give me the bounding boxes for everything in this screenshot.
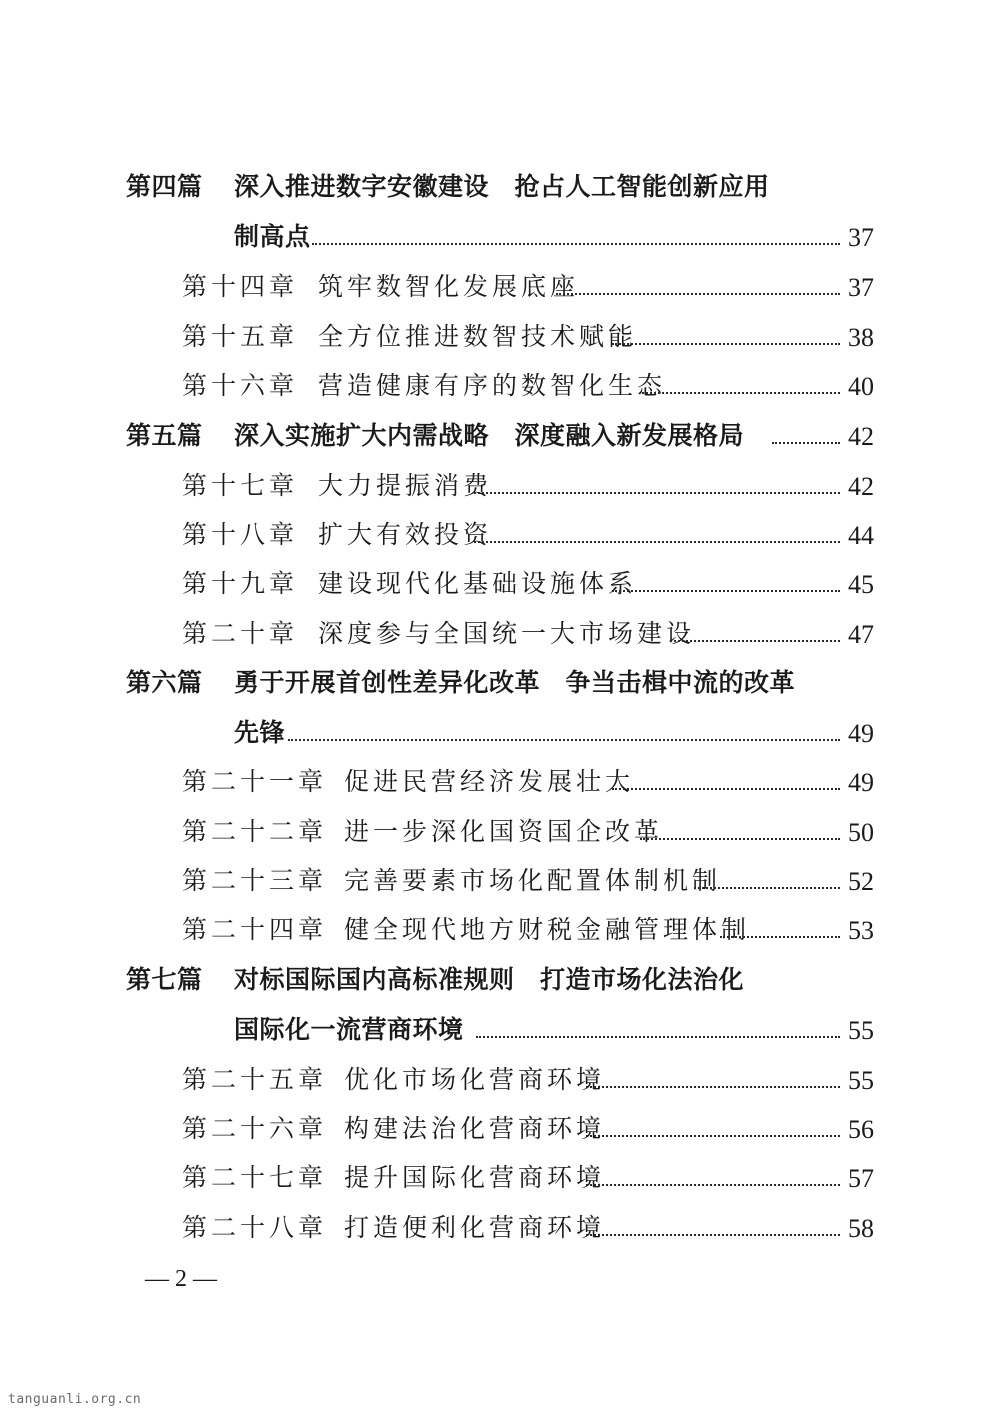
dot-leader (288, 739, 840, 741)
toc-part-7-continued[interactable] (0, 1010, 1000, 1054)
part-title-continued: 国际化一流营商环境 (234, 1015, 464, 1044)
page-number: 37 (848, 273, 874, 302)
toc-chapter-27[interactable] (0, 1158, 1000, 1202)
chapter-title: 促进民营经济发展壮大 (344, 767, 635, 796)
chapter-title: 进一步深化国资国企改革 (344, 817, 664, 846)
chapter-title: 深度参与全国统一大市场建设 (318, 619, 696, 648)
page-number: 57 (848, 1164, 874, 1193)
part-label: 第五篇 (126, 421, 203, 450)
toc-chapter-18[interactable] (0, 515, 1000, 559)
dot-leader (556, 293, 840, 295)
chapter-label: 第二十八章 (182, 1213, 328, 1242)
dot-leader (612, 590, 840, 592)
chapter-label: 第十七章 (182, 471, 299, 500)
chapter-title: 大力提振消费 (318, 471, 493, 500)
chapter-label: 第二十二章 (182, 817, 328, 846)
chapter-label: 第二十章 (182, 619, 299, 648)
page-number: 50 (848, 818, 874, 847)
toc-chapter-21[interactable] (0, 762, 1000, 806)
dot-leader (476, 1036, 840, 1038)
chapter-title: 完善要素市场化配置体制机制 (344, 866, 722, 895)
page-number: 42 (848, 472, 874, 501)
toc-part-6-continued[interactable] (0, 713, 1000, 757)
chapter-label: 第二十一章 (182, 767, 328, 796)
dot-leader (586, 1234, 840, 1236)
dot-leader (586, 1184, 840, 1186)
chapter-label: 第二十五章 (182, 1065, 328, 1094)
toc-chapter-19[interactable] (0, 564, 1000, 608)
page-number: 58 (848, 1214, 874, 1243)
dot-leader (474, 492, 840, 494)
page-number: 42 (848, 422, 874, 451)
watermark: tanguanli.org.cn (8, 1392, 142, 1407)
chapter-title: 提升国际化营商环境 (344, 1163, 606, 1192)
dot-leader (694, 887, 840, 889)
toc-chapter-15[interactable] (0, 317, 1000, 361)
page-number: 47 (848, 620, 874, 649)
toc-chapter-28[interactable] (0, 1208, 1000, 1252)
chapter-title: 优化市场化营商环境 (344, 1065, 606, 1094)
part-title-continued: 先锋 (234, 718, 286, 747)
page-number: 52 (848, 867, 874, 896)
page-number: 49 (848, 719, 874, 748)
chapter-label: 第十八章 (182, 520, 299, 549)
chapter-title: 全方位推进数智技术赋能 (318, 322, 638, 351)
chapter-label: 第二十六章 (182, 1114, 328, 1143)
page-number: 44 (848, 521, 874, 550)
chapter-title: 健全现代地方财税金融管理体制 (344, 915, 751, 944)
part-title-continued: 制高点 (234, 222, 311, 251)
page-number: 38 (848, 323, 874, 352)
toc-chapter-14[interactable] (0, 267, 1000, 311)
toc-chapter-17[interactable] (0, 466, 1000, 510)
part-label: 第四篇 (126, 172, 203, 201)
page-number: 49 (848, 768, 874, 797)
chapter-title: 营造健康有序的数智化生态 (318, 371, 667, 400)
dot-leader (312, 243, 840, 245)
page-number: 45 (848, 570, 874, 599)
part-title: 深入实施扩大内需战略 深度融入新发展格局 (234, 421, 745, 450)
chapter-title: 筑牢数智化发展底座 (318, 272, 580, 301)
dot-leader (720, 936, 840, 938)
part-title: 深入推进数字安徽建设 抢占人工智能创新应用 (234, 172, 770, 201)
toc-part-5[interactable] (0, 416, 1000, 460)
toc-chapter-20[interactable] (0, 614, 1000, 658)
page-number: 40 (848, 372, 874, 401)
dot-leader (474, 541, 840, 543)
toc-part-4[interactable] (0, 167, 1000, 211)
page-number: 56 (848, 1115, 874, 1144)
chapter-title: 构建法治化营商环境 (344, 1114, 606, 1143)
chapter-label: 第二十七章 (182, 1163, 328, 1192)
dot-leader (640, 838, 840, 840)
toc-part-6[interactable] (0, 663, 1000, 707)
toc-chapter-25[interactable] (0, 1060, 1000, 1104)
chapter-label: 第二十四章 (182, 915, 328, 944)
toc-part-7[interactable] (0, 960, 1000, 1004)
toc-chapter-26[interactable] (0, 1109, 1000, 1153)
chapter-label: 第二十三章 (182, 866, 328, 895)
chapter-title: 打造便利化营商环境 (344, 1213, 606, 1242)
dot-leader (612, 343, 840, 345)
dot-leader (612, 788, 840, 790)
chapter-title: 扩大有效投资 (318, 520, 493, 549)
dot-leader (772, 442, 840, 444)
chapter-label: 第十九章 (182, 569, 299, 598)
part-label: 第七篇 (126, 965, 203, 994)
toc-chapter-23[interactable] (0, 861, 1000, 905)
page-number: 55 (848, 1066, 874, 1095)
part-title: 勇于开展首创性差异化改革 争当击楫中流的改革 (234, 668, 796, 697)
toc-chapter-16[interactable] (0, 366, 1000, 410)
dot-leader (586, 1086, 840, 1088)
chapter-title: 建设现代化基础设施体系 (318, 569, 638, 598)
toc-part-4-continued[interactable] (0, 217, 1000, 261)
toc-chapter-24[interactable] (0, 910, 1000, 954)
chapter-label: 第十四章 (182, 272, 299, 301)
toc-chapter-22[interactable] (0, 812, 1000, 856)
dot-leader (642, 392, 840, 394)
dot-leader (670, 640, 840, 642)
page-number: 53 (848, 916, 874, 945)
footer-page-number: — 2 — (145, 1266, 217, 1292)
part-label: 第六篇 (126, 668, 203, 697)
page-number: 37 (848, 223, 874, 252)
dot-leader (586, 1135, 840, 1137)
page-number: 55 (848, 1016, 874, 1045)
chapter-label: 第十五章 (182, 322, 299, 351)
part-title: 对标国际国内高标准规则 打造市场化法治化 (234, 965, 745, 994)
chapter-label: 第十六章 (182, 371, 299, 400)
